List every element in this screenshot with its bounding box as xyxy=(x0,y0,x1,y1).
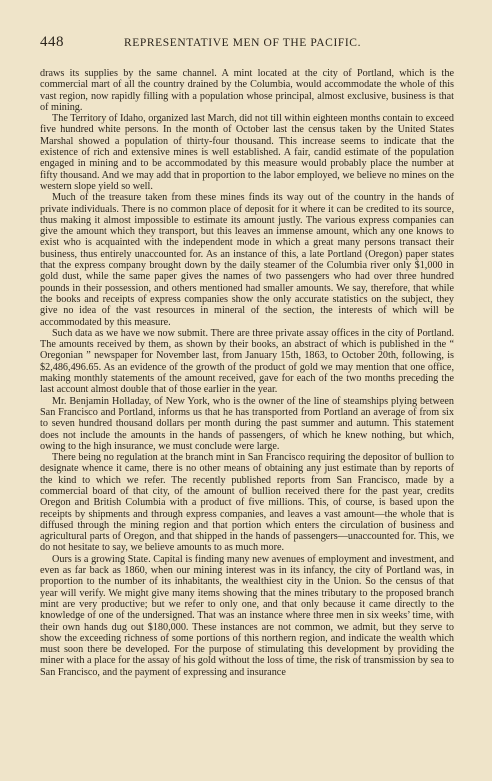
paragraph-assay-offices: Such data as we have we now submit. There are three private assay offices in the city of Portland. The amounts received by them, as shown by their books, an abstract of which is published in the “ Oregonian ” newspaper for November last, from January 15th, 1863, to October 20th, following, is $2,486,496.65. As an evidence of the growth of the product of gold we may mention that one office, making monthly statements of the amount received, gave for each of the two months preceding the last account almost double that of those earlier in the year. xyxy=(40,327,454,396)
running-head: REPRESENTATIVE MEN OF THE PACIFIC. xyxy=(124,37,362,49)
paragraph-branch-mint: There being no regulation at the branch mint in San Francisco requiring the depositor of bullion to designate whence it came, there is no other means of obtaining any just estimate than by reports of the kind to which we refer. The recently published reports from San Francisco, made by a commercial board of that city, of the amount of bullion received there for the past year, credits Oregon and British Columbia with a product of five millions. This, of course, is based upon the receipts by shipments and through express companies, and leaves a vast amount—the whole that is diffused through the mining region and that portion which enters the circulation of business and agricultural parts of Oregon, and that shipped in the hands of passengers—unaccounted for. This, we do not hesitate to say, we believe amounts to as much more. xyxy=(40,452,454,554)
body-text xyxy=(40,68,454,678)
paragraph-continuation: draws its supplies by the same channel. A mint located at the city of Portland, which is the commercial mart of all the country drained by the Columbia, would accommodate the whole of this vast region, now rapidly filling with a population whose principal, almost exclusive, business is that of mining. xyxy=(40,68,454,113)
paragraph-growing-state: Ours is a growing State. Capital is finding many new avenues of employment and investment, and even as far back as 1860, when our mining interest was in its infancy, the city of Portland was, in proportion to the number of its inhabitants, the wealthiest city in the Union. So the census of that year will verify. We might give many items showing that the mines tributary to the proposed branch mint are very productive; but we refer to only one, and that only because it came directly to the knowledge of one of the undersigned. That was an instance where three men in six weeks’ time, with their own hands dug out $180,000. These instances are not common, we admit, but they serve to show the exceeding richness of some portions of this northern region, and indicate the wealth which must soon there be developed. For the purpose of stimulating this development by providing the miner with a place for the assay of his gold without the loss of time, the risk of transmission by sea to San Francisco, and the payment of expressing and insurance xyxy=(40,553,454,678)
paragraph-treasure: Much of the treasure taken from these mines finds its way out of the country in the hands of private individuals. There is no common place of deposit for it where it can be credited to its source, thus making it almost impossible to estimate its amount justly. The various express companies can give the amount which they transport, but this leaves an immense amount, which any one knows to exist who is acquainted with the independent mode in which a great many persons transact their business, thus entirely unaccounted for. As an instance of this, a late Portland (Oregon) paper states that the express company brought down by the daily steamer of the Columbia river only $1,000 in gold dust, while the same paper gives the names of two passengers who had over three hundred pounds in their possession, and others mentioned had smaller amounts. We say, therefore, that while the books and receipts of express companies show the only accurate statistics on the subject, they give no idea of the vast resources in mineral of the section, the interests of which will be accommodated by this measure. xyxy=(40,192,454,328)
paragraph-holladay: Mr. Benjamin Holladay, of New York, who is the owner of the line of steamships plying between San Francisco and Portland, informs us that he has transported from Portland an average of from six to seven hundred thousand dollars per month during the past summer and autumn. This statement does not include the amounts in the hands of passengers, of which he knew nothing, but which, owing to the high insurance, we must conclude were large. xyxy=(40,395,454,452)
page-number: 448 xyxy=(40,34,64,50)
page-header xyxy=(40,34,454,64)
paragraph-idaho: The Territory of Idaho, organized last March, did not till within eighteen months contain to exceed five hundred white persons. In the month of October last the census taken by the United States Marshal showed a population of thirty-four thousand. This increase seems to indicate that the existence of rich and extensive mines is well established. A fair, candid estimate of the population engaged in mining and to be accommodated by this measure would probably place the number at fifty thousand. And we may add that in proportion to the labor employed, we believe no mines on the western slope yield so well. xyxy=(40,113,454,192)
